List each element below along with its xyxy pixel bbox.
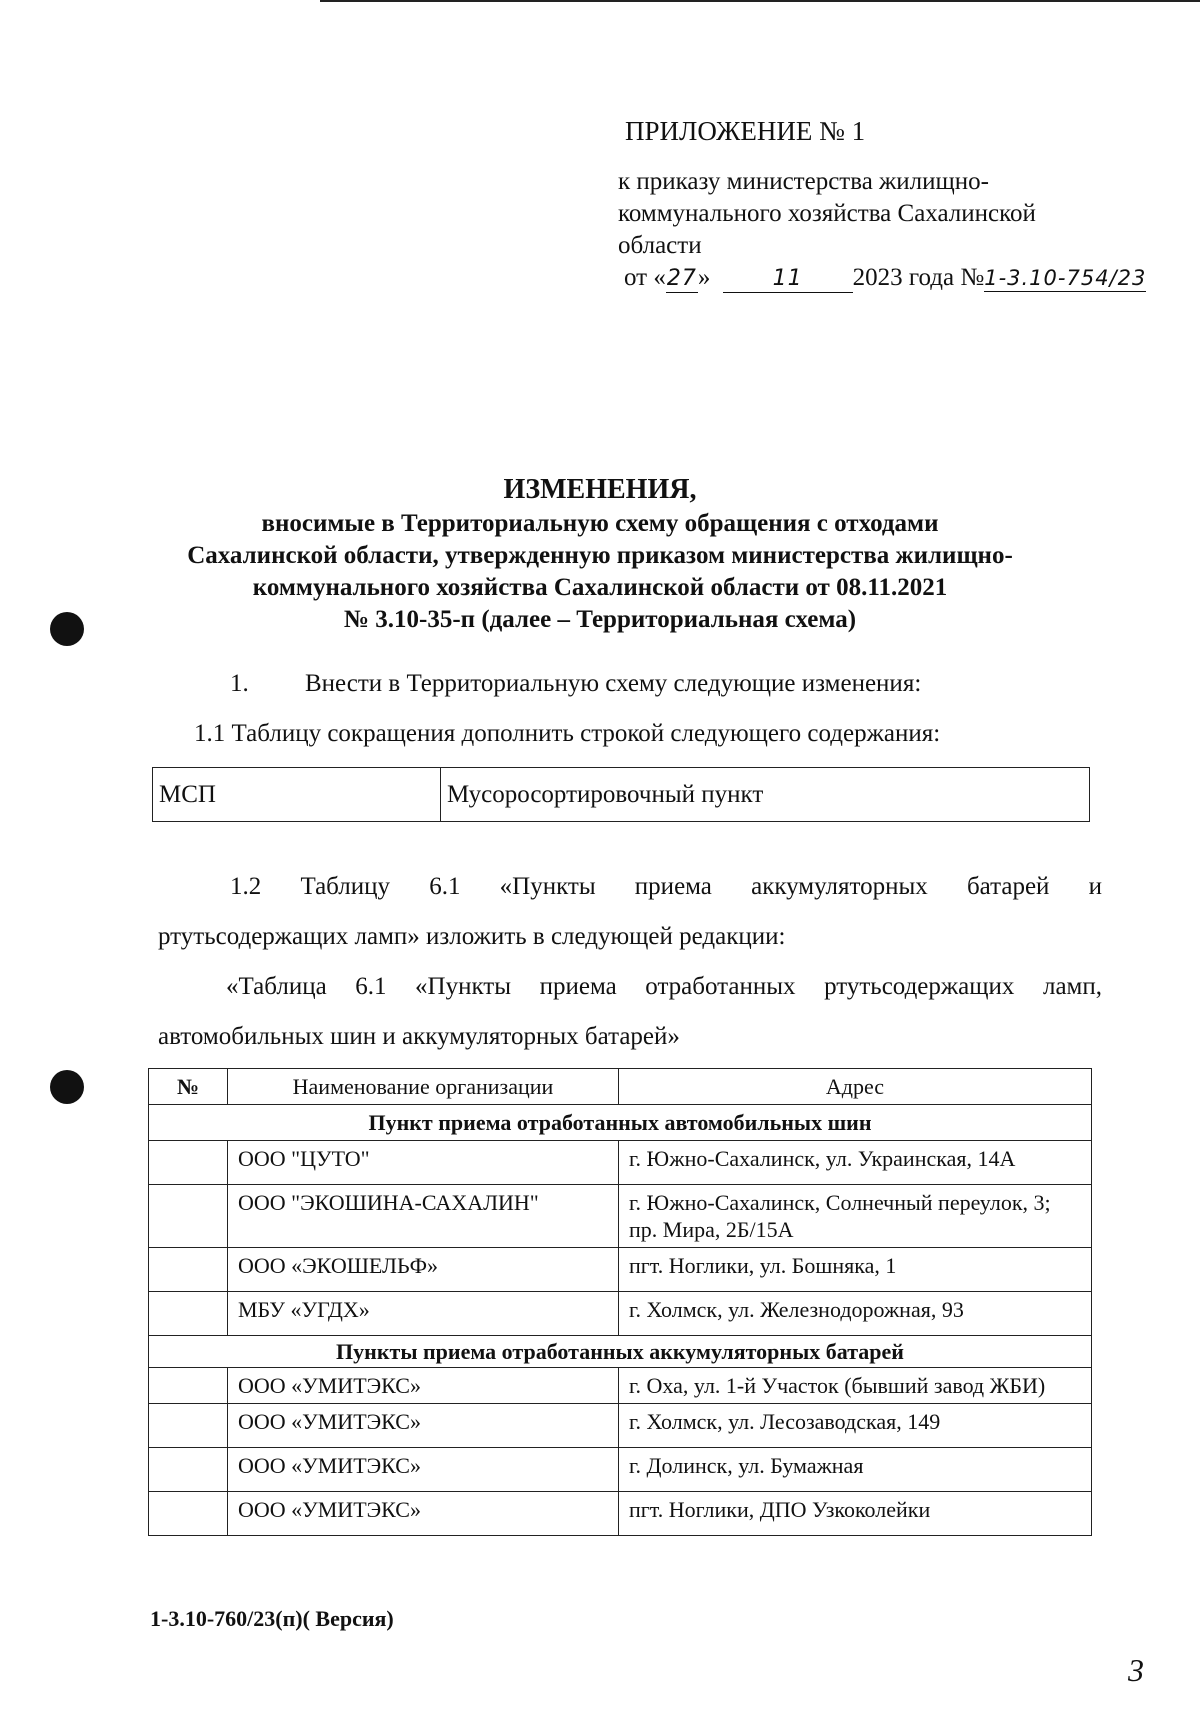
row-address: г. Оха, ул. 1-й Участок (бывший завод ЖБИ) bbox=[619, 1368, 1092, 1404]
order-line: области bbox=[618, 232, 702, 259]
table-title-line2: автомобильных шин и аккумуляторных батарей» bbox=[158, 1023, 680, 1050]
title-main: ИЗМЕНЕНИЯ, bbox=[503, 474, 697, 505]
row-number bbox=[149, 1141, 228, 1185]
row-number bbox=[149, 1248, 228, 1292]
row-organization: ООО «УМИТЭКС» bbox=[228, 1492, 619, 1536]
row-organization: ООО "ЦУТО" bbox=[228, 1141, 619, 1185]
header-address: Адрес bbox=[619, 1069, 1092, 1105]
date-month-handwritten: 11 bbox=[723, 266, 853, 293]
table-row bbox=[149, 1368, 1092, 1404]
row-number bbox=[149, 1368, 228, 1404]
title-line: коммунального хозяйства Сахалинской области от 08.11.2021 bbox=[252, 574, 948, 601]
table-header-row bbox=[149, 1069, 1092, 1105]
paragraph-1-1: 1.1 Таблицу сокращения дополнить строкой следующего содержания: bbox=[194, 720, 941, 747]
paragraph-1-2-line2: ртутьсодержащих ламп» изложить в следующей редакции: bbox=[158, 923, 786, 950]
row-address: пгт. Ноглики, ул. Бошняка, 1 bbox=[619, 1248, 1092, 1292]
page-number-handwritten: 3 bbox=[1128, 1652, 1144, 1688]
row-organization: ООО «УМИТЭКС» bbox=[228, 1448, 619, 1492]
section-row-batteries bbox=[149, 1336, 1092, 1368]
section-row-tires bbox=[149, 1105, 1092, 1141]
row-address: г. Южно-Сахалинск, Солнечный переулок, 3; пр. Мира, 2Б/15А bbox=[619, 1185, 1092, 1248]
date-prefix: от « bbox=[624, 264, 666, 291]
date-mid: » bbox=[697, 264, 711, 291]
row-organization: ООО «УМИТЭКС» bbox=[228, 1368, 619, 1404]
collection-points-table bbox=[148, 1068, 1092, 1536]
row-number bbox=[149, 1448, 228, 1492]
date-year: 2023 года № bbox=[852, 264, 985, 291]
row-number bbox=[149, 1492, 228, 1536]
table-row bbox=[149, 1492, 1092, 1536]
section-title: Пункты приема отработанных аккумуляторных батарей bbox=[149, 1336, 1092, 1368]
row-organization: ООО «УМИТЭКС» bbox=[228, 1404, 619, 1448]
row-address: г. Долинск, ул. Бумажная bbox=[619, 1448, 1092, 1492]
appendix-label: ПРИЛОЖЕНИЕ № 1 bbox=[625, 116, 866, 146]
header-organization: Наименование организации bbox=[228, 1069, 619, 1105]
title-line: № 3.10-35-п (далее – Территориальная схема) bbox=[343, 606, 857, 633]
document-title bbox=[0, 472, 1200, 636]
row-address: г. Холмск, ул. Лесозаводская, 149 bbox=[619, 1404, 1092, 1448]
order-date-line bbox=[618, 262, 1146, 294]
row-number bbox=[149, 1185, 228, 1248]
table-row bbox=[149, 1185, 1092, 1248]
document-id: 1-3.10-760/23(п)( Версия) bbox=[150, 1606, 394, 1631]
row-number bbox=[149, 1292, 228, 1336]
table-row bbox=[149, 1404, 1092, 1448]
section-title: Пункт приема отработанных автомобильных шин bbox=[149, 1105, 1092, 1141]
table-title-line1: «Таблица 6.1 «Пункты приема отработанных ртутьсодержащих ламп, bbox=[226, 973, 1102, 1000]
paragraph-1-2-line1: 1.2 Таблицу 6.1 «Пункты приема аккумуляторных батарей и bbox=[230, 873, 1102, 900]
row-number bbox=[149, 1404, 228, 1448]
header-number: № bbox=[149, 1069, 228, 1105]
row-address: г. Холмск, ул. Железнодорожная, 93 bbox=[619, 1292, 1092, 1336]
row-address: пгт. Ноглики, ДПО Узкоколейки bbox=[619, 1492, 1092, 1536]
abbreviation-table bbox=[152, 767, 1090, 822]
order-number-handwritten: 1-3.10-754/23 bbox=[984, 266, 1147, 290]
table-row bbox=[149, 1292, 1092, 1336]
table-row bbox=[149, 1141, 1092, 1185]
table-row bbox=[153, 768, 1090, 822]
date-day-handwritten: 27 bbox=[666, 266, 697, 291]
title-line: вносимые в Территориальную схему обращения с отходами bbox=[261, 510, 939, 537]
row-organization: ООО "ЭКОШИНА-САХАЛИН" bbox=[228, 1185, 619, 1248]
table-row bbox=[149, 1248, 1092, 1292]
paragraph-1-number: 1. bbox=[230, 670, 249, 697]
abbr-meaning-cell: Мусоросортировочный пункт bbox=[441, 768, 1090, 822]
order-reference bbox=[618, 166, 1146, 294]
table-row bbox=[149, 1448, 1092, 1492]
punch-hole-bottom bbox=[50, 1070, 84, 1104]
row-organization: ООО «ЭКОШЕЛЬФ» bbox=[228, 1248, 619, 1292]
scan-top-edge-line bbox=[320, 0, 1200, 2]
row-address: г. Южно-Сахалинск, ул. Украинская, 14А bbox=[619, 1141, 1092, 1185]
title-line: Сахалинской области, утвержденную приказом министерства жилищно- bbox=[187, 542, 1013, 569]
abbr-code-cell: МСП bbox=[153, 768, 441, 822]
paragraph-1-text: Внести в Территориальную схему следующие изменения: bbox=[305, 670, 922, 697]
paragraph-1 bbox=[230, 670, 921, 698]
order-line: к приказу министерства жилищно- bbox=[618, 168, 989, 195]
order-line: коммунального хозяйства Сахалинской bbox=[618, 200, 1036, 227]
row-organization: МБУ «УГДХ» bbox=[228, 1292, 619, 1336]
